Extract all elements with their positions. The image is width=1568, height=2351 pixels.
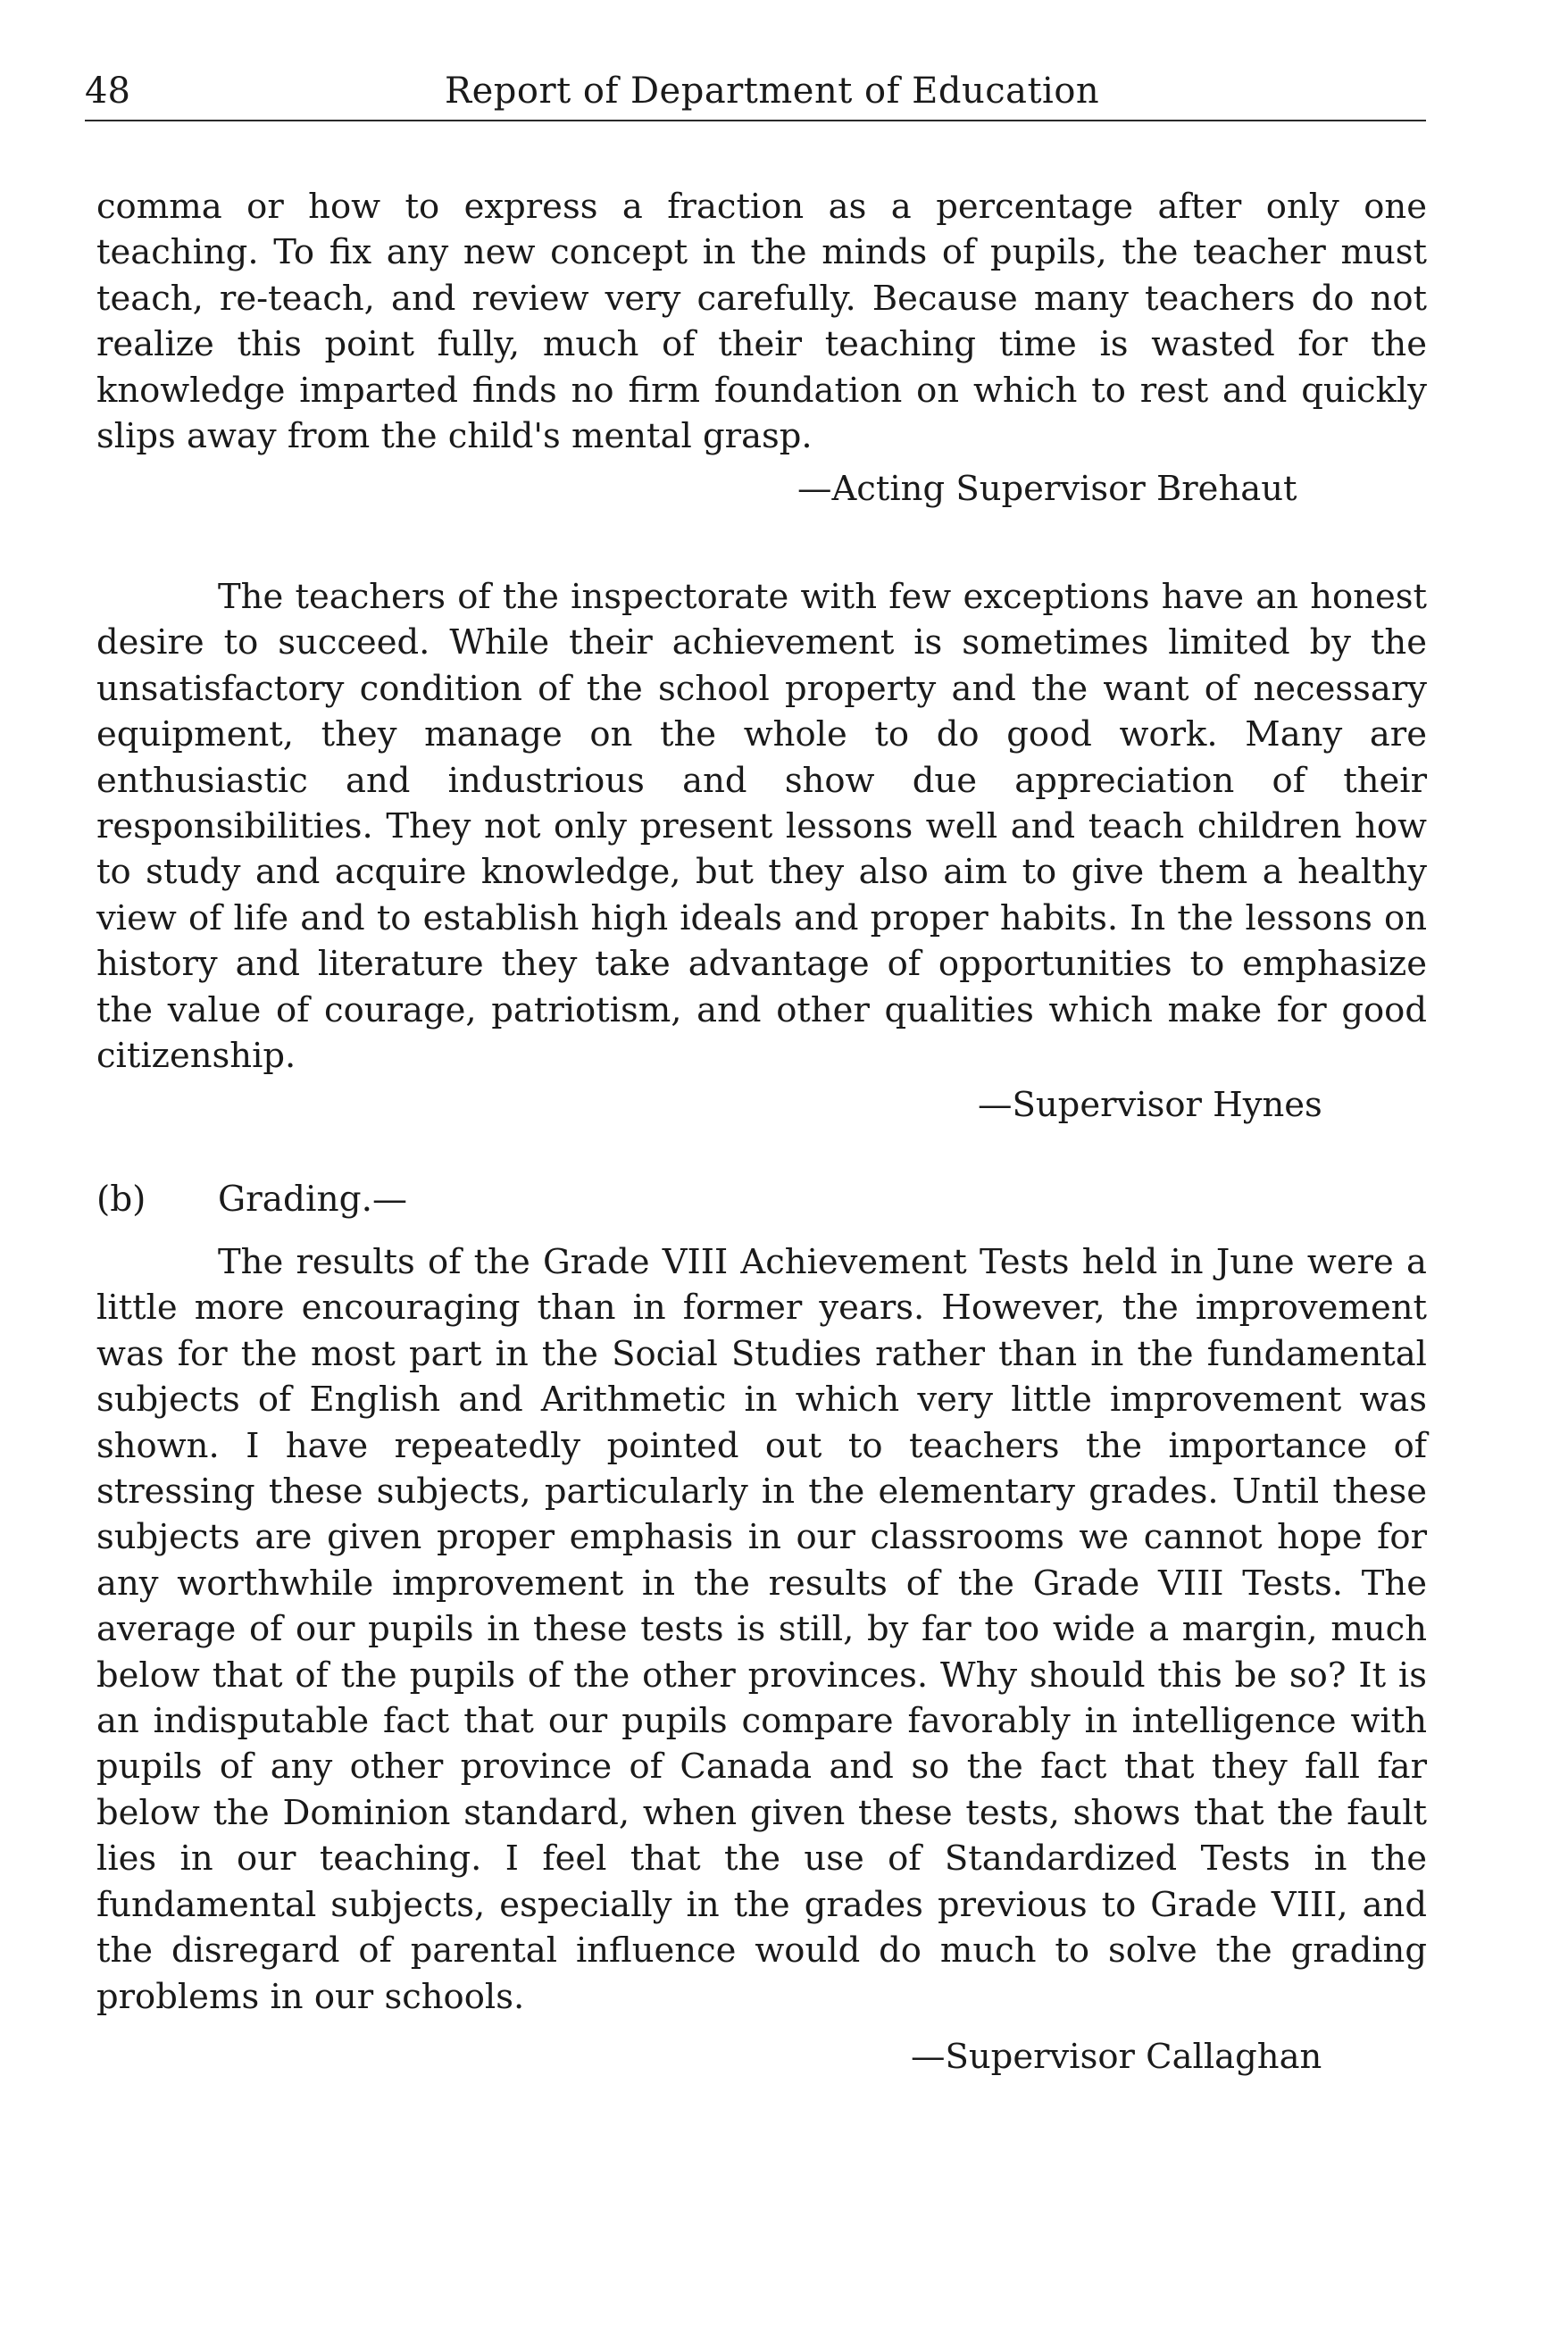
paragraph-hynes: The teachers of the inspectorate with few exceptions have an honest desire to succeed. While their achievement is sometimes limited by the unsatisfactory condition of the school property and the want of necessary equipment, they manage on the whole to do good work. Many are enthusiastic and industrious and show due appreciation of their responsibilities. They not only present lessons well and teach children how to study and acquire knowledge, but they also aim to give them a healthy view of life and to establish high ideals and proper habits. In the lessons on history and literature they take advantage of opportunities to emphasize the value of courage, patriotism, and other qualities which make for good citizenship. xyxy=(96,577,1427,1077)
attribution-hynes: —Supervisor Hynes xyxy=(978,1085,1322,1125)
section-label: (b) xyxy=(96,1180,146,1220)
page-number: 48 xyxy=(85,71,130,112)
section-title: Grading.— xyxy=(218,1180,407,1220)
running-title: Report of Department of Education xyxy=(445,71,1100,112)
header-rule xyxy=(85,120,1426,121)
paragraph-callaghan: The results of the Grade VIII Achievement Tests held in June were a little more encouraging than in former years. However, the improvement was for the most part in the Social Studies rather than in the fundamental subjects of English and Arithmetic in which very little improvement was shown. I have repeatedly pointed out to teachers the importance of stressing these subjects, particularly in the elementary grades. Until these subjects are given proper emphasis in our classrooms we cannot hope for any worthwhile improvement in the results of the Grade VIII Tests. The average of our pupils in these tests is still, by far too wide a margin, much below that of the pupils of the other provinces. Why should this be so? It is an indisputable fact that our pupils compare favorably in intelligence with pupils of any other province of Canada and so the fact that they fall far below the Dominion standard, when given these tests, shows that the fault lies in our teaching. I feel that the use of Standardized Tests in the fundamental subjects, especially in the grades previous to Grade VIII, and the disregard of parental influence would do much to solve the grading problems in our schools. xyxy=(96,1242,1427,2017)
attribution-brehaut: —Acting Supervisor Brehaut xyxy=(797,469,1297,509)
paragraph-brehaut: comma or how to express a fraction as a percentage after only one teaching. To fix any new concept in the minds of pupils, the teacher must teach, re-teach, and review very carefully. Because many teachers do not realize this point fully, much of their teaching time is wasted for the knowledge imparted finds no firm foundation on which to rest and quickly slips away from the child's mental grasp. xyxy=(96,187,1427,457)
attribution-callaghan: —Supervisor Callaghan xyxy=(911,2037,1322,2077)
